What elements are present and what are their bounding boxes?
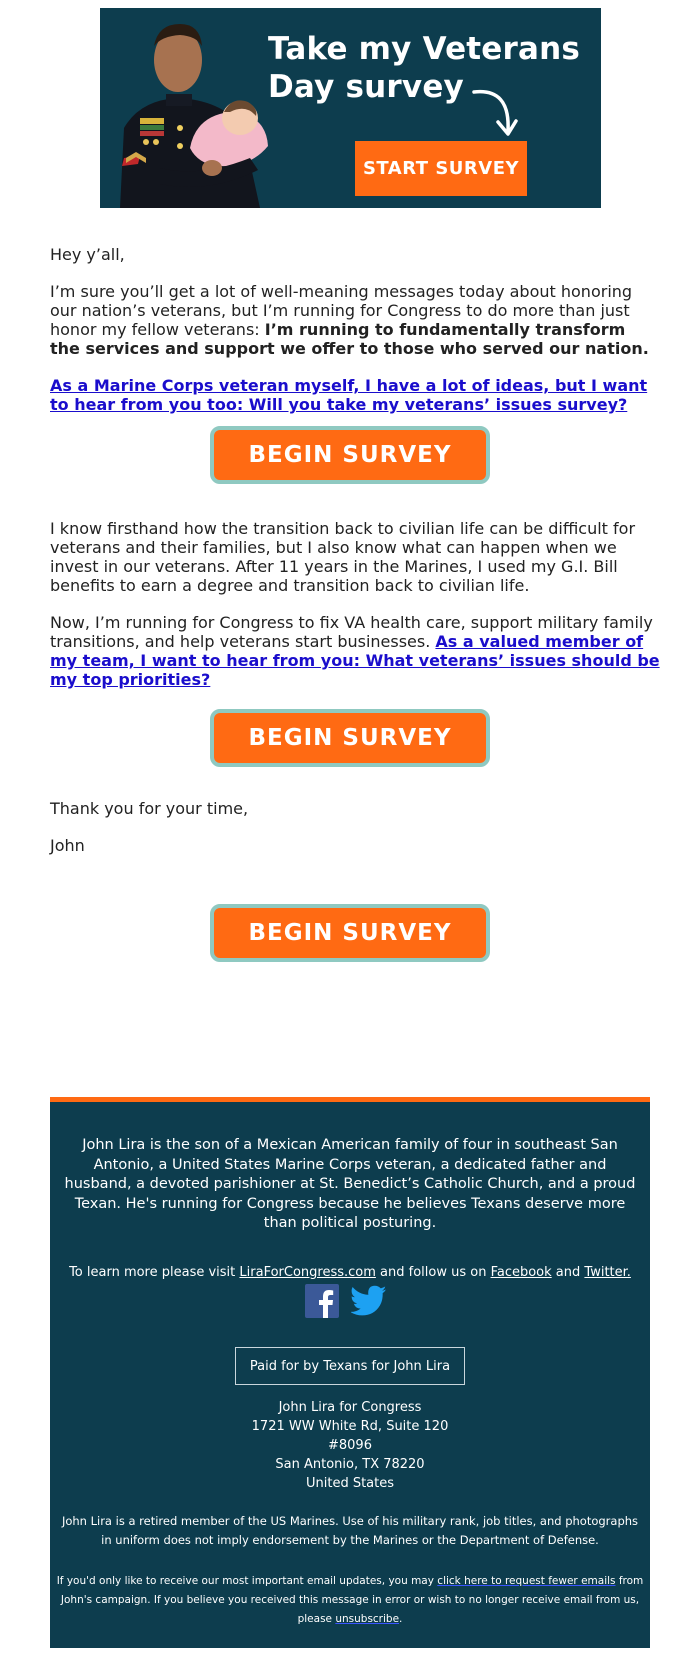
paragraph-transition: I know firsthand how the transition back to civilian life can be difficult for veterans and their families, but I also know what can happen when we invest in our veterans. After 11 years in the Marines, I used my G.I. Bill benefits to earn a degree and transition back to civilian life. [50, 519, 636, 595]
survey-banner[interactable] [100, 8, 601, 208]
unsubscribe-link[interactable]: unsubscribe [335, 1613, 400, 1625]
mailing-address [50, 1398, 650, 1493]
greeting: Hey y’all, [50, 245, 125, 264]
survey-link-paragraph [50, 376, 660, 414]
email-closing [50, 799, 660, 855]
curved-arrow-icon [470, 86, 518, 144]
email-body [50, 245, 660, 414]
marine-with-baby-photo [100, 8, 280, 208]
paragraph-intro [50, 282, 660, 358]
paid-for-by-box: Paid for by Texans for John Lira [235, 1347, 465, 1385]
begin-survey-wrap-3 [210, 904, 490, 962]
address-line-5: United States [305, 1476, 395, 1491]
begin-survey-wrap-2 [210, 709, 490, 767]
start-survey-button[interactable]: START SURVEY [355, 141, 527, 196]
unsub-end: . [399, 1613, 403, 1625]
military-disclaimer: John Lira is a retired member of the US Marines. Use of his military rank, job titles, and photographs in uniform does not imply endorsement by the Marines or the Department of Defense. [61, 1514, 639, 1547]
priorities-text: Now, I’m running for Congress to fix VA health care, support military family transitions, and help veterans start businesses. [50, 613, 653, 651]
begin-survey-button-2[interactable]: BEGIN SURVEY [210, 709, 490, 767]
email-footer [50, 1097, 650, 1648]
unsubscribe-notice [50, 1572, 650, 1629]
address-line-3: #8096 [328, 1438, 372, 1453]
social-icons [305, 1284, 395, 1324]
closing-text: Thank you for your time, [50, 799, 249, 818]
facebook-icon[interactable] [305, 1284, 339, 1318]
banner-headline: Take my Veterans Day survey [268, 31, 581, 105]
intro-bold-text: I’m running to fundamentally transform the services and support we offer to those who served our nation. [50, 320, 649, 358]
address-line-4: San Antonio, TX 78220 [275, 1457, 425, 1472]
address-line-2: 1721 WW White Rd, Suite 120 [251, 1419, 449, 1434]
facebook-link[interactable]: Facebook [490, 1265, 552, 1280]
twitter-icon[interactable] [351, 1285, 387, 1317]
paragraph-priorities [50, 613, 660, 689]
unsub-mid: from John's campaign. If you believe you received this message in error or wish to no longer receive email from us, please [60, 1575, 644, 1625]
footer-learn-more [50, 1265, 650, 1280]
twitter-link[interactable]: Twitter. [584, 1265, 631, 1280]
learn-mid: and follow us on [375, 1265, 491, 1280]
survey-link-1[interactable]: As a Marine Corps veteran myself, I have a lot of ideas, but I want to hear from you too: Will you take my veterans’ issues survey? [50, 376, 648, 414]
address-line-1: John Lira for Congress [278, 1400, 422, 1415]
unsub-prefix: If you'd only like to receive our most important email updates, you may [56, 1575, 438, 1587]
learn-prefix: To learn more please visit [69, 1265, 240, 1280]
survey-link-2[interactable]: As a valued member of my team, I want to hear from you: What veterans’ issues should be my top priorities? [50, 632, 660, 689]
footer-bio: John Lira is the son of a Mexican American family of four in southeast San Antonio, a United States Marine Corps veteran, a dedicated father and husband, a devoted parishioner at St. Benedict’s Catholic Church, and a proud Texan. He's running for Congress because he believes Texans deserve more than political posturing. [64, 1137, 636, 1231]
intro-text: I’m sure you’ll get a lot of well-meaning messages today about honoring our nation’s veterans, but I’m running for Congress to do more than just honor my fellow veterans: [50, 282, 633, 339]
website-link[interactable]: LiraForCongress.com [239, 1265, 376, 1280]
begin-survey-button-3[interactable]: BEGIN SURVEY [210, 904, 490, 962]
email-body-middle [50, 519, 660, 689]
begin-survey-button-1[interactable]: BEGIN SURVEY [210, 426, 490, 484]
begin-survey-wrap-1 [210, 426, 490, 484]
signature: John [50, 836, 85, 855]
learn-and: and [551, 1265, 585, 1280]
fewer-emails-link[interactable]: click here to request fewer emails [437, 1575, 616, 1587]
